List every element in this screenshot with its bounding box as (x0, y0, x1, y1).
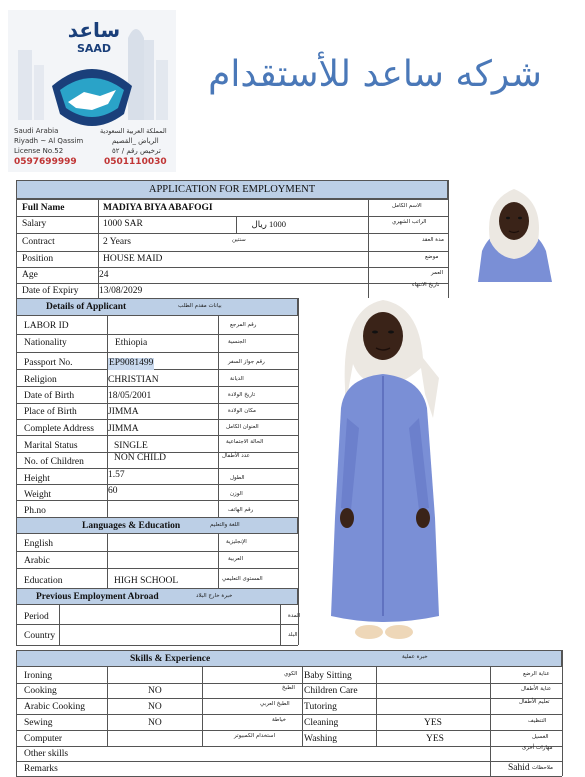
arabic-ar: العربية (228, 556, 244, 562)
baby-sitting-label: Baby Sitting (304, 671, 352, 681)
washing-label: Washing (304, 734, 338, 744)
marital-ar: الحالة الاجتماعية (226, 439, 264, 445)
english-label: English (24, 539, 54, 549)
height-ar: الطول (230, 475, 245, 481)
applicant-full-photo (301, 298, 466, 645)
expiry-value: 13/08/2029 (99, 286, 143, 296)
full-name-ar: الاسم الكامل (392, 203, 422, 209)
languages-header: Languages & Education (82, 521, 181, 531)
nationality-ar: الجنسية (228, 339, 246, 345)
passport-ar: رقم جواز السفر (228, 359, 265, 365)
cooking-value: NO (148, 686, 162, 696)
logo-city-en: Riyadh ~ Al Qassim (14, 137, 84, 145)
logo-brand-arabic: ساعد (67, 18, 121, 42)
sewing-value: NO (148, 718, 162, 728)
nationality-value: Ethiopia (115, 338, 148, 348)
education-label: Education (24, 576, 63, 586)
other-skills-label: Other skills (24, 749, 69, 759)
children-value: NON CHILD (114, 453, 166, 463)
tutoring-ar: تعليم الأطفال (519, 699, 550, 705)
logo-license-en: License No.52 (14, 147, 64, 155)
weight-value: 60 (108, 486, 118, 496)
previous-employment-ar: خبرة خارج البلاد (196, 593, 233, 599)
skills-header-band (16, 650, 562, 667)
skills-header: Skills & Experience (130, 654, 211, 664)
logo-country-ar: المملكة العربية السعودية (100, 127, 167, 135)
arabic-label: Arabic (24, 556, 50, 566)
age-ar: العمر (431, 270, 444, 276)
pob-label: Place of Birth (24, 407, 77, 417)
marital-label: Marital Status (24, 441, 78, 451)
weight-ar: الوزن (230, 491, 243, 497)
address-label: Complete Address (24, 424, 94, 434)
phone-label: Ph.no (24, 506, 46, 516)
washing-value: YES (426, 734, 444, 744)
position-label: Position (22, 254, 54, 264)
logo-phone-2: 0501110030 (104, 157, 167, 167)
tutoring-label: Tutoring (304, 702, 337, 712)
period-ar: المدة (288, 613, 301, 619)
details-header: Details of Applicant (46, 302, 127, 312)
english-ar: الإنجليزية (226, 539, 247, 545)
contract-label: Contract (22, 237, 55, 247)
nationality-label: Nationality (24, 338, 67, 348)
full-name-value: MADIYA BIYA ABAFOGI (103, 203, 213, 213)
remarks-value: Sahid (508, 763, 530, 773)
labor-id-ar: رقم المرجع (230, 322, 257, 328)
ironing-ar: الكوي (284, 671, 298, 677)
skills-header-ar: خبرة عملية (402, 654, 428, 660)
baby-sitting-ar: عناية الرضع (523, 671, 550, 677)
country-label: Country (24, 631, 56, 641)
cleaning-ar: التنظيف (528, 718, 547, 724)
computer-label: Computer (24, 734, 62, 744)
religion-ar: الديانة (230, 376, 244, 382)
age-label: Age (22, 270, 38, 280)
dob-ar: تاريخ الولادة (228, 392, 256, 398)
pob-ar: مكان الولادة (228, 408, 256, 414)
religion-value: CHRISTIAN (108, 375, 159, 385)
expiry-ar: تاريخ الانتهاء (412, 282, 440, 288)
logo-license-ar: ترخيص رقم / ٥٢ (112, 147, 161, 155)
passport-value: EP9081499 (109, 358, 154, 368)
education-value: HIGH SCHOOL (114, 576, 179, 586)
education-ar: المستوى التعليمي (222, 576, 263, 582)
arabic-cooking-label: Arabic Cooking (24, 702, 85, 712)
washing-ar: الغسيل (532, 734, 549, 740)
dob-value: 18/05/2001 (108, 391, 152, 401)
salary-label: Salary (22, 219, 47, 229)
form-title: APPLICATION FOR EMPLOYMENT (148, 184, 316, 195)
expiry-label: Date of Expiry (22, 286, 79, 296)
remarks-label: Remarks (24, 764, 58, 774)
logo-country-en: Saudi Arabia (14, 127, 59, 135)
position-ar: موضع (425, 254, 439, 260)
height-label: Height (24, 474, 50, 484)
country-ar: البلد (288, 632, 298, 638)
labor-id-label: LABOR ID (24, 321, 69, 331)
cleaning-label: Cleaning (304, 718, 339, 728)
company-logo (8, 10, 176, 172)
children-care-label: Children Care (304, 686, 358, 696)
dob-label: Date of Birth (24, 391, 75, 401)
height-value: 1.57 (108, 470, 125, 480)
cooking-label: Cooking (24, 686, 57, 696)
position-value: HOUSE MAID (103, 254, 163, 264)
remarks-ar: ملاحظات (532, 765, 553, 771)
sewing-ar: خياطة (272, 717, 287, 723)
applicant-portrait-photo (468, 181, 560, 282)
sewing-label: Sewing (24, 718, 53, 728)
address-value: JIMMA (108, 424, 139, 434)
weight-label: Weight (24, 490, 52, 500)
cleaning-value: YES (424, 718, 442, 728)
computer-ar: استخدام الكمبيوتر (234, 733, 276, 739)
arabic-cooking-ar: الطبخ العربي (260, 701, 290, 707)
period-label: Period (24, 612, 49, 622)
salary-ar: الراتب الشهري (392, 219, 427, 225)
salary-value: 1000 SAR (103, 219, 143, 229)
religion-label: Religion (24, 375, 57, 385)
age-value: 24 (99, 270, 109, 280)
other-skills-ar: مهارات أخرى (522, 745, 553, 751)
passport-label: Passport No. (24, 358, 73, 368)
logo-brand-latin: SAAD (76, 42, 112, 55)
arabic-cooking-value: NO (148, 702, 162, 712)
company-title: شركه ساعد للأستقدام (208, 54, 542, 95)
children-label: No. of Children (24, 457, 84, 467)
address-ar: العنوان الكامل (226, 424, 259, 430)
contract-ar: مدة العقد (422, 237, 444, 243)
languages-header-ar: اللغة والتعليم (210, 522, 240, 528)
children-ar: عدد الأطفال (222, 453, 250, 459)
children-care-ar: عناية الأطفال (521, 686, 552, 692)
pob-value: JIMMA (108, 407, 139, 417)
phone-ar: رقم الهاتف (228, 507, 254, 513)
cooking-ar: الطبخ (282, 685, 295, 691)
marital-value: SINGLE (114, 441, 148, 451)
logo-city-ar: الرياض _القصيم (112, 137, 159, 145)
contract-value: 2 Years (103, 237, 131, 247)
previous-employment-header: Previous Employment Abroad (36, 592, 159, 602)
salary-value-ar: 1000 ريال (251, 219, 286, 229)
logo-phone-1: 0597699999 (14, 157, 77, 167)
contract-value-ar: سنتين (232, 237, 246, 243)
ironing-label: Ironing (24, 671, 52, 681)
full-name-label: Full Name (22, 203, 65, 213)
details-header-ar: بيانات مقدم الطلب (178, 303, 222, 309)
